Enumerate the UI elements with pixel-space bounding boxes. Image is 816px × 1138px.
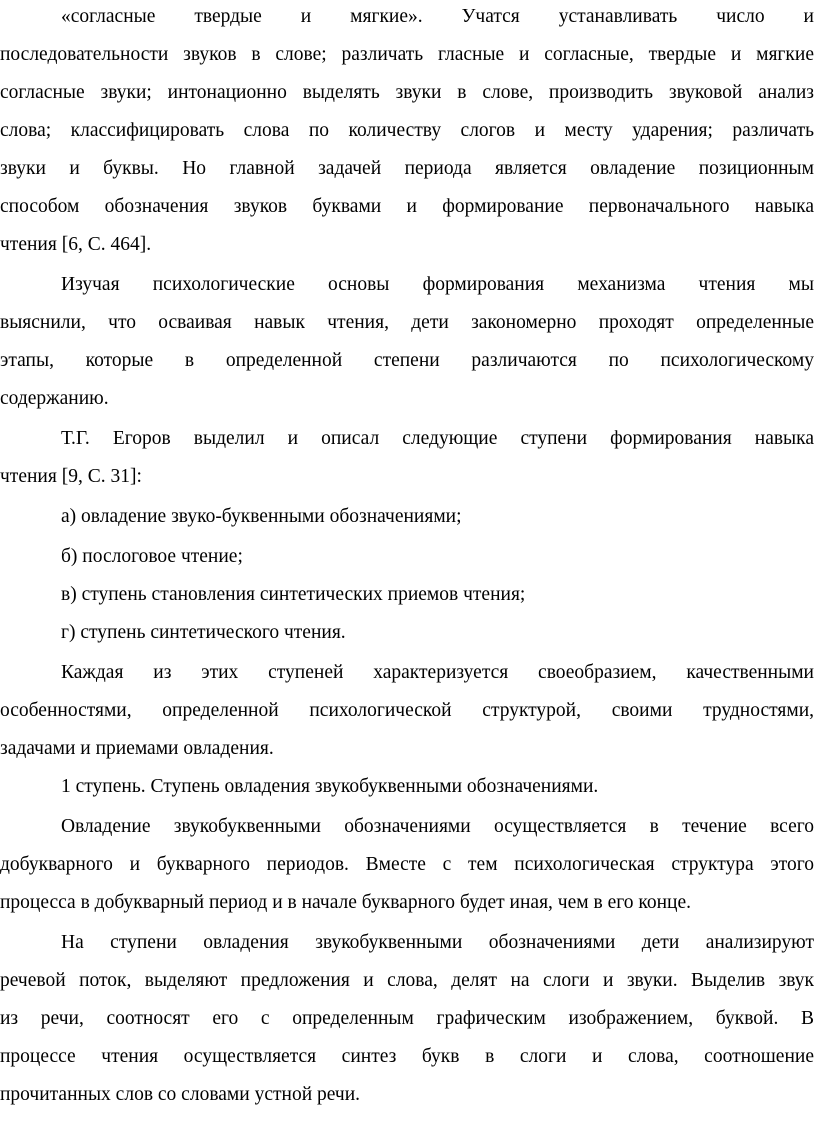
text-line: прочитанных слов со словами устной речи. <box>0 1084 361 1105</box>
list-item: в) ступень становления синтетических приемов чтения; <box>61 584 526 605</box>
list-item: а) овладение звуко-буквенными обозначениями; <box>61 506 462 527</box>
text-line: последовательности звуков в слове; различать гласные и согласные, твердые и мягкие <box>0 44 814 65</box>
text-line: этапы, которые в определенной степени различаются по психологическому <box>0 350 814 371</box>
text-line: Изучая психологические основы формирования механизма чтения мы <box>61 274 814 295</box>
text-line: процессе чтения осуществляется синтез букв в слоги и слова, соотношение <box>0 1046 814 1067</box>
list-item: г) ступень синтетического чтения. <box>61 622 346 643</box>
text-line: выяснили, что осваивая навык чтения, дети закономерно проходят определенные <box>0 312 814 333</box>
text-line: способом обозначения звуков буквами и формирование первоначального навыка <box>0 196 814 217</box>
text-line: На ступени овладения звукобуквенными обозначениями дети анализируют <box>61 932 814 953</box>
text-line: Овладение звукобуквенными обозначениями осуществляется в течение всего <box>61 816 814 837</box>
text-line: процесса в добукварный период и в начале букварного будет иная, чем в его конце. <box>0 892 691 913</box>
text-line: из речи, соотносят его с определенным графическим изображением, буквой. В <box>0 1008 814 1029</box>
text-line: Т.Г. Егоров выделил и описал следующие ступени формирования навыка <box>61 428 814 449</box>
text-line: содержанию. <box>0 388 109 409</box>
stage-heading: 1 ступень. Ступень овладения звукобуквенными обозначениями. <box>61 776 599 797</box>
text-line: добукварного и букварного периодов. Вместе с тем психологическая структура этого <box>0 854 814 875</box>
text-line: чтения [6, С. 464]. <box>0 234 152 255</box>
text-line: Каждая из этих ступеней характеризуется своеобразием, качественными <box>61 662 814 683</box>
text-line: звуки и буквы. Но главной задачей периода является овладение позиционным <box>0 158 814 179</box>
text-line: «согласные твердые и мягкие». Учатся устанавливать число и <box>61 6 814 27</box>
text-line: особенностями, определенной психологической структурой, своими трудностями, <box>0 700 814 721</box>
list-item: б) послоговое чтение; <box>61 546 243 567</box>
text-line: чтения [9, С. 31]: <box>0 466 142 487</box>
text-line: задачами и приемами овладения. <box>0 738 274 759</box>
text-line: речевой поток, выделяют предложения и слова, делят на слоги и звуки. Выделив звук <box>0 970 814 991</box>
text-line: слова; классифицировать слова по количеству слогов и месту ударения; различать <box>0 120 814 141</box>
text-line: согласные звуки; интонационно выделять звуки в слове, производить звуковой анализ <box>0 82 814 103</box>
